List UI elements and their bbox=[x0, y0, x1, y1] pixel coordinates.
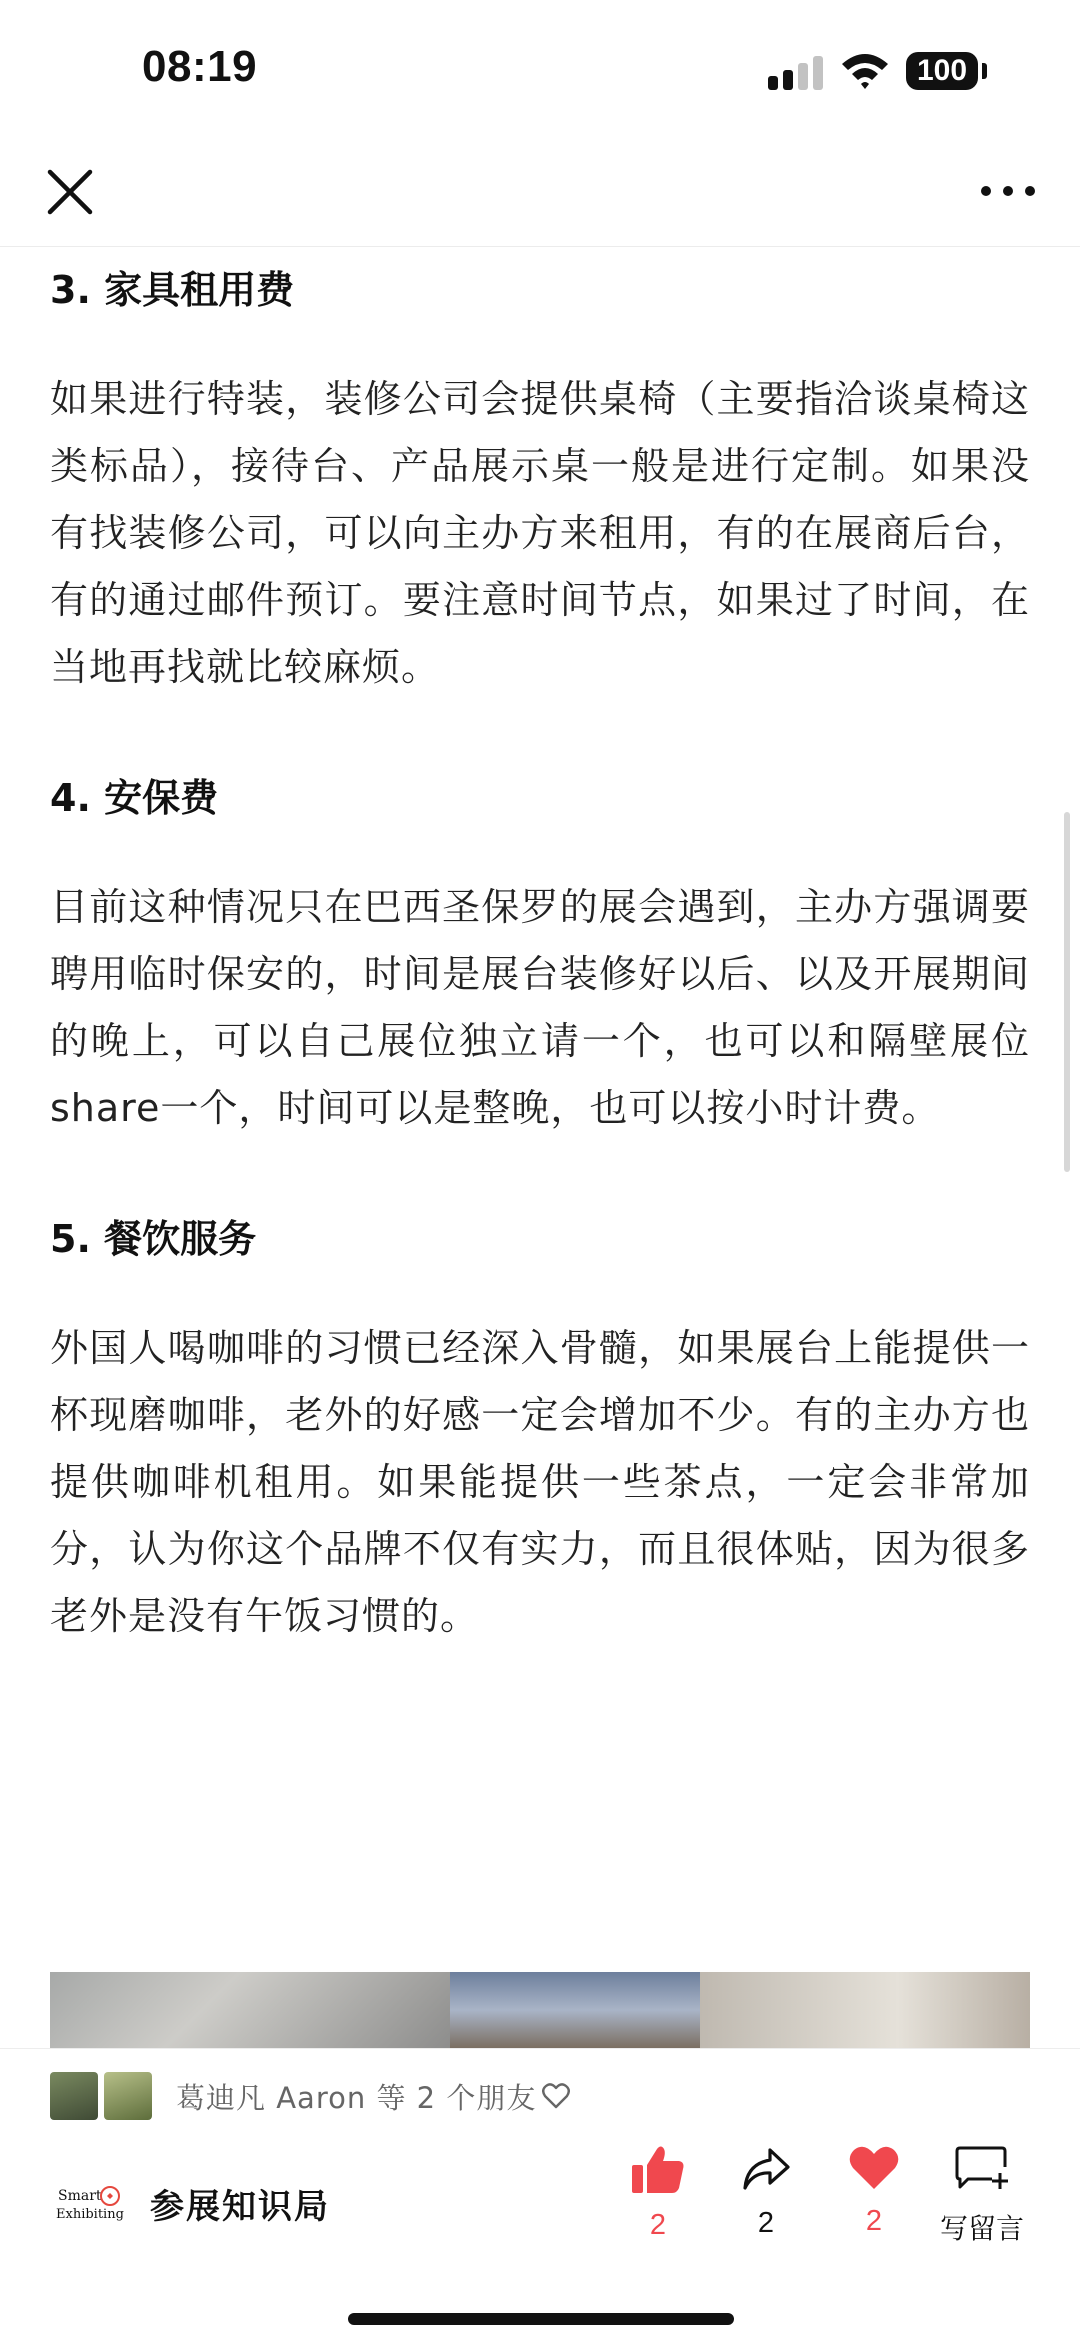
section-heading: 4. 安保费 bbox=[50, 776, 219, 820]
section-paragraph: 目前这种情况只在巴西圣保罗的展会遇到，主办方强调要聘用临时保安的，时间是展台装修好以后、以及开展期间的晚上，可以自己展位独立请一个，也可以和隔壁展位share一个，时间可以是整晚，也可以按小时计费。 bbox=[50, 885, 1030, 1130]
nav-bar bbox=[0, 140, 1080, 247]
article-body bbox=[50, 250, 1030, 1650]
favorite-button[interactable] bbox=[824, 2145, 924, 2238]
section-paragraph: 如果进行特装，装修公司会提供桌椅（主要指洽谈桌椅这类标品），接待台、产品展示桌一般是进行定制。如果没有找装修公司，可以向主办方来租用，有的在展商后台，有的通过邮件预订。要注意时间节点，如果过了时间，在当地再找就比较麻烦。 bbox=[50, 377, 1030, 689]
comment-label: 写留言 bbox=[939, 2212, 1024, 2245]
heart-outline-icon bbox=[542, 2083, 570, 2109]
logo-text-line-1: Smart bbox=[58, 2188, 102, 2204]
thumbs-up-icon bbox=[630, 2145, 686, 2195]
like-button[interactable] bbox=[608, 2145, 708, 2242]
section-paragraph: 外国人喝咖啡的习惯已经深入骨髓，如果展台上能提供一杯现磨咖啡，老外的好感一定会增加不少。有的主办方也提供咖啡机租用。如果能提供一些茶点，一定会非常加分，认为你这个品牌不仅有实力，而且很体贴，因为很多老外是没有午饭习惯的。 bbox=[50, 1326, 1030, 1638]
friend-avatar bbox=[50, 2072, 98, 2120]
like-count: 2 bbox=[649, 2209, 667, 2241]
account-name[interactable]: 参展知识局 bbox=[150, 2187, 330, 2227]
friends-text: 葛迪凡 Aaron 等 2 个朋友 bbox=[176, 2080, 537, 2115]
favorite-count: 2 bbox=[865, 2205, 883, 2237]
friends-liked-row[interactable] bbox=[50, 2072, 570, 2120]
heart-icon bbox=[848, 2145, 900, 2191]
battery-tip bbox=[982, 63, 987, 79]
account-logo[interactable] bbox=[52, 2174, 126, 2238]
signal-icon bbox=[768, 54, 824, 90]
article-image[interactable] bbox=[50, 1972, 1030, 2048]
section-heading: 5. 餐饮服务 bbox=[50, 1217, 257, 1261]
battery-icon: 100 bbox=[906, 52, 978, 90]
status-time: 08:19 bbox=[142, 42, 258, 91]
friend-avatar bbox=[104, 2072, 152, 2120]
wifi-icon bbox=[840, 50, 890, 90]
logo-text-line-2: Exhibiting bbox=[56, 2207, 124, 2222]
status-bar bbox=[0, 0, 1080, 140]
more-icon[interactable] bbox=[978, 176, 1038, 206]
close-icon[interactable] bbox=[44, 166, 96, 218]
section-heading: 3. 家具租用费 bbox=[50, 268, 295, 312]
share-count: 2 bbox=[757, 2207, 775, 2239]
comment-plus-icon bbox=[954, 2145, 1010, 2193]
write-comment-button[interactable] bbox=[932, 2145, 1032, 2247]
share-arrow-icon bbox=[741, 2145, 791, 2193]
scrollbar[interactable] bbox=[1064, 812, 1070, 1172]
bottom-bar bbox=[0, 2048, 1080, 2342]
share-button[interactable] bbox=[716, 2145, 816, 2240]
home-indicator[interactable] bbox=[348, 2313, 734, 2325]
